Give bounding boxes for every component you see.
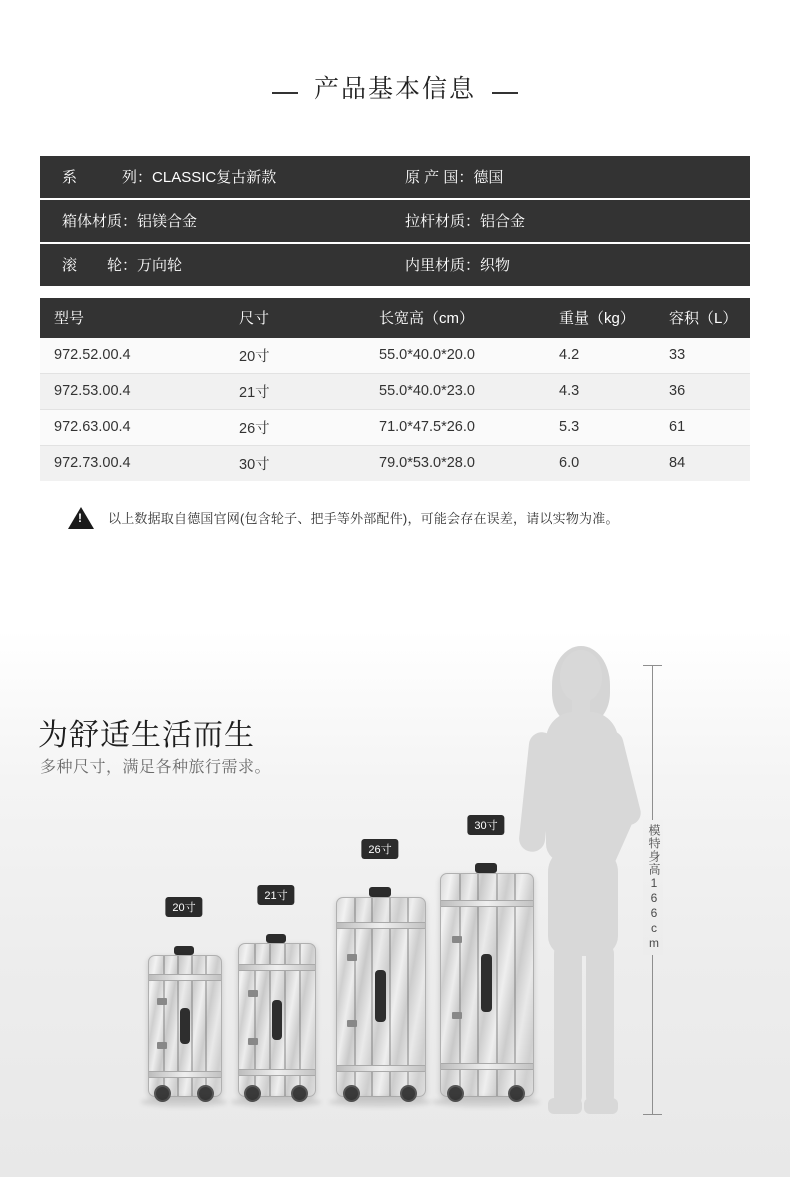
spec-value: 织物 xyxy=(480,257,511,274)
cell-volume: 84 xyxy=(655,445,750,481)
silhouette-foot-right xyxy=(584,1098,618,1114)
suitcase-top-handle-26 xyxy=(369,887,391,897)
suitcase-top-handle-30 xyxy=(475,863,497,873)
cell-weight: 6.0 xyxy=(545,445,655,481)
spec-cell-right xyxy=(395,199,750,243)
table-row xyxy=(40,373,750,409)
spec-row xyxy=(40,199,750,243)
suitcase-side-grip-21 xyxy=(272,1000,282,1040)
spec-row xyxy=(40,156,750,199)
suitcase-label-30: 30寸 xyxy=(467,815,504,835)
suitcase-side-grip-26 xyxy=(375,970,386,1022)
column-header-model: 型号 xyxy=(40,298,225,338)
title-dash-right xyxy=(492,92,518,94)
spec-key: 内里材质： xyxy=(405,257,481,274)
suitcase-shadow-20 xyxy=(141,1097,227,1107)
cell-size: 20寸 xyxy=(225,338,365,374)
cell-dimensions: 71.0*47.5*26.0 xyxy=(365,409,545,445)
suitcase-lock-20 xyxy=(157,998,167,1005)
suitcase-label-21: 21寸 xyxy=(257,885,294,905)
column-header-dimensions: 长宽高（cm） xyxy=(365,298,545,338)
silhouette-leg-left xyxy=(554,940,582,1110)
spec-value: 万向轮 xyxy=(137,257,183,274)
suitcase-lock-21b xyxy=(248,1038,258,1045)
disclaimer-text: 以上数据取自德国官网(包含轮子、把手等外部配件)，可能会存在误差，请以实物为准。 xyxy=(108,511,619,526)
suitcase-shadow-21 xyxy=(231,1097,321,1107)
spec-row xyxy=(40,243,750,287)
spec-key: 原 产 国： xyxy=(405,169,474,186)
cell-dimensions: 55.0*40.0*20.0 xyxy=(365,338,545,374)
column-header-volume: 容积（L） xyxy=(655,298,750,338)
spec-key: 滚 轮： xyxy=(62,257,138,274)
silhouette-foot-left xyxy=(548,1098,582,1114)
spec-cell-left xyxy=(40,243,395,287)
suitcase-shadow-26 xyxy=(329,1097,431,1107)
disclaimer-note xyxy=(40,507,750,529)
cell-weight: 5.3 xyxy=(545,409,655,445)
suitcase-label-26: 26寸 xyxy=(361,839,398,859)
cell-model: 972.52.00.4 xyxy=(40,338,225,374)
table-header-row xyxy=(40,298,750,338)
warning-icon xyxy=(68,507,94,529)
cell-volume: 36 xyxy=(655,373,750,409)
suitcase-shadow-30 xyxy=(432,1097,540,1107)
suitcase-lock-20b xyxy=(157,1042,167,1049)
hero-heading: 为舒适生活而生 xyxy=(38,718,255,752)
suitcase-top-handle-21 xyxy=(266,934,286,943)
cell-volume: 61 xyxy=(655,409,750,445)
suitcase-lock-21 xyxy=(248,990,258,997)
suitcase-body-21 xyxy=(238,943,316,1097)
page-title: 产品基本信息 xyxy=(313,74,476,103)
spec-value: 德国 xyxy=(473,169,504,186)
title-dash-left xyxy=(272,92,298,94)
silhouette-head xyxy=(560,650,602,702)
spec-key: 箱体材质： xyxy=(62,213,138,230)
cell-dimensions: 55.0*40.0*23.0 xyxy=(365,373,545,409)
spec-key: 拉杆材质： xyxy=(405,213,481,230)
suitcase-body-20 xyxy=(148,955,222,1097)
cell-size: 26寸 xyxy=(225,409,365,445)
suitcase-lock-30b xyxy=(452,1012,462,1019)
suitcase-body-26 xyxy=(336,897,426,1097)
section-title-wrap xyxy=(0,0,790,122)
suitcase-side-grip-20 xyxy=(180,1008,190,1044)
cell-dimensions: 79.0*53.0*28.0 xyxy=(365,445,545,481)
spec-cell-right xyxy=(395,243,750,287)
table-row xyxy=(40,338,750,374)
suitcase-side-grip-30 xyxy=(481,954,492,1012)
spec-cell-left xyxy=(40,156,395,199)
cell-model: 972.73.00.4 xyxy=(40,445,225,481)
cell-weight: 4.2 xyxy=(545,338,655,374)
suitcase-lock-26b xyxy=(347,1020,357,1027)
cell-model: 972.53.00.4 xyxy=(40,373,225,409)
suitcase-top-handle-20 xyxy=(174,946,194,955)
size-comparison-section xyxy=(0,630,790,1177)
cell-size: 30寸 xyxy=(225,445,365,481)
suitcase-26[interactable] xyxy=(336,844,424,1095)
suitcase-body-30 xyxy=(440,873,534,1097)
silhouette-leg-right xyxy=(586,940,614,1110)
spec-table xyxy=(40,156,750,288)
suitcase-lock-26 xyxy=(347,954,357,961)
model-height-label: 模特身高166cm xyxy=(643,820,663,955)
model-table xyxy=(40,298,750,481)
suitcase-30[interactable] xyxy=(440,820,532,1095)
spec-cell-left xyxy=(40,199,395,243)
cell-size: 21寸 xyxy=(225,373,365,409)
spec-value: CLASSIC复古新款 xyxy=(152,169,277,186)
suitcase-21[interactable] xyxy=(238,890,314,1095)
cell-volume: 33 xyxy=(655,338,750,374)
column-header-weight: 重量（kg） xyxy=(545,298,655,338)
suitcase-lock-30 xyxy=(452,936,462,943)
table-row xyxy=(40,445,750,481)
spec-value: 铝合金 xyxy=(480,213,526,230)
column-header-size: 尺寸 xyxy=(225,298,365,338)
table-row xyxy=(40,409,750,445)
suitcase-20[interactable] xyxy=(148,902,220,1095)
spec-key: 系 列： xyxy=(62,169,153,186)
cell-model: 972.63.00.4 xyxy=(40,409,225,445)
spec-cell-right xyxy=(395,156,750,199)
hero-subheading: 多种尺寸，满足各种旅行需求。 xyxy=(40,759,272,776)
cell-weight: 4.3 xyxy=(545,373,655,409)
suitcase-label-20: 20寸 xyxy=(165,897,202,917)
silhouette-hips xyxy=(548,846,618,956)
spec-value: 铝镁合金 xyxy=(137,213,198,230)
